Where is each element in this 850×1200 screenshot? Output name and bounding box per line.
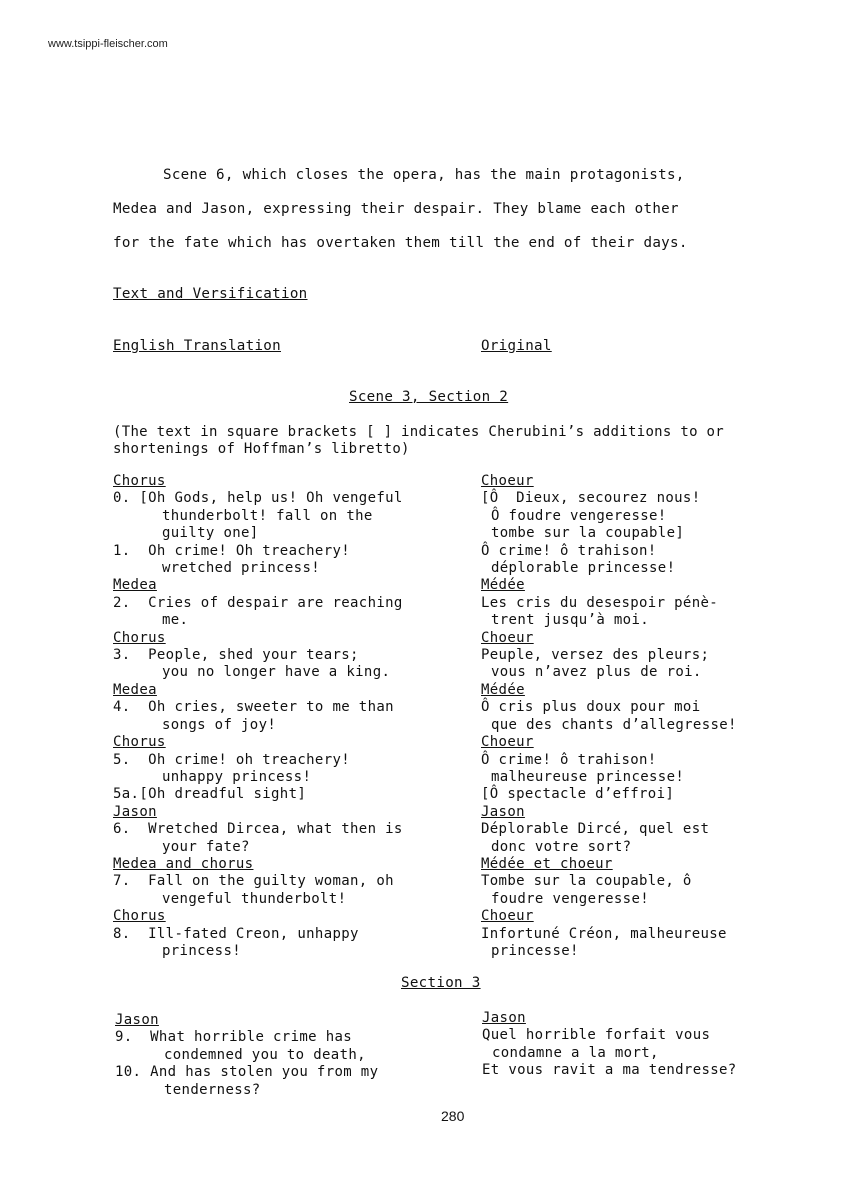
speaker-label: Jason (482, 1010, 526, 1026)
verse-line: unhappy princess! (162, 768, 312, 785)
speaker-label: Jason (113, 803, 157, 820)
speaker-label: Jason (115, 1012, 159, 1028)
heading-english-translation: English Translation (113, 338, 281, 354)
verse-line: 6. Wretched Dircea, what then is (113, 821, 403, 838)
verse-line: 8. Ill-fated Creon, unhappy (113, 925, 359, 942)
verse-line: 1. Oh crime! Oh treachery! (113, 542, 351, 559)
verse-line: condamne a la mort, (492, 1044, 659, 1061)
speaker-label: Medea (113, 681, 157, 698)
speaker-label: Jason (481, 803, 525, 820)
verse-line: tenderness? (164, 1081, 261, 1098)
section2-english-column (113, 473, 403, 960)
speaker-label: Choeur (481, 629, 534, 646)
verse-line: Quel horrible forfait vous (482, 1027, 711, 1044)
verse-line: songs of joy! (162, 716, 277, 733)
speaker-label: Chorus (113, 473, 166, 489)
speaker-label: Chorus (113, 908, 166, 925)
website-url: www.tsippi-fleischer.com (48, 38, 168, 50)
verse-line: 5. Oh crime! oh treachery! (113, 751, 351, 768)
speaker-label: Médée et choeur (481, 855, 613, 872)
page-number: 280 (441, 1108, 465, 1124)
section3-english-column (115, 1012, 378, 1099)
verse-line: donc votre sort? (491, 838, 632, 855)
speaker-label: Chorus (113, 629, 166, 646)
intro-paragraph (113, 158, 783, 260)
verse-line: princess! (162, 942, 242, 959)
verse-line: Infortuné Créon, malheureuse (481, 925, 727, 942)
verse-line: you no longer have a king. (162, 664, 391, 681)
heading-section3: Section 3 (401, 975, 481, 991)
heading-scene3-section2: Scene 3, Section 2 (349, 389, 509, 405)
intro-line: for the fate which has overtaken them till the end of their days. (113, 235, 688, 251)
verse-line: Peuple, versez des pleurs; (481, 647, 710, 664)
verse-line: 9. What horrible crime has (115, 1029, 353, 1046)
verse-line: foudre vengeresse! (491, 890, 650, 907)
speaker-label: Médée (481, 681, 525, 698)
verse-line: 0. [Oh Gods, help us! Oh vengeful (113, 490, 403, 507)
verse-line: me. (162, 612, 189, 629)
verse-line: 10. And has stolen you from my (115, 1064, 379, 1081)
verse-line: Ô cris plus doux pour moi (481, 699, 701, 716)
verse-line: 3. People, shed your tears; (113, 647, 359, 664)
intro-line: Scene 6, which closes the opera, has the main protagonists, (163, 167, 685, 183)
speaker-label: Choeur (481, 473, 534, 489)
verse-line: [Ô spectacle d’effroi] (481, 786, 675, 803)
verse-line: Ô crime! ô trahison! (481, 751, 657, 768)
verse-line: Les cris du desespoir pénè- (481, 594, 719, 611)
verse-line: Tombe sur la coupable, ô (481, 873, 692, 890)
verse-line: guilty one] (162, 525, 259, 542)
speaker-label: Chorus (113, 734, 166, 751)
verse-line: 2. Cries of despair are reaching (113, 594, 403, 611)
verse-line: [Ô Dieux, secourez nous! (481, 490, 701, 507)
verse-line: vengeful thunderbolt! (162, 890, 347, 907)
verse-line: déplorable princesse! (491, 560, 676, 577)
verse-line: Déplorable Dircé, quel est (481, 821, 710, 838)
verse-line: thunderbolt! fall on the (162, 507, 373, 524)
section3-original-column (482, 1010, 737, 1080)
verse-line: 7. Fall on the guilty woman, oh (113, 873, 394, 890)
verse-line: malheureuse princesse! (491, 768, 685, 785)
verse-line: Ô crime! ô trahison! (481, 542, 657, 559)
verse-line: your fate? (162, 838, 250, 855)
verse-line: princesse! (491, 942, 579, 959)
speaker-label: Choeur (481, 908, 534, 925)
speaker-label: Medea and chorus (113, 855, 254, 872)
heading-original: Original (481, 338, 552, 354)
verse-line: vous n’avez plus de roi. (491, 664, 702, 681)
verse-line: tombe sur la coupable] (491, 525, 685, 542)
verse-line: que des chants d’allegresse! (491, 716, 737, 733)
verse-line: Ô foudre vengeresse! (491, 507, 667, 524)
intro-line: Medea and Jason, expressing their despair. They blame each other (113, 201, 679, 217)
verse-line: wretched princess! (162, 560, 321, 577)
speaker-label: Choeur (481, 734, 534, 751)
verse-line: 5a.[Oh dreadful sight] (113, 786, 307, 803)
verse-line: condemned you to death, (164, 1046, 366, 1063)
editorial-note: (The text in square brackets [ ] indicates Cherubini’s additions to or shortenings of Hoffman’s libretto) (113, 424, 725, 457)
verse-line: Et vous ravit a ma tendresse? (482, 1062, 737, 1079)
heading-text-versification: Text and Versification (113, 286, 308, 302)
speaker-label: Medea (113, 577, 157, 594)
verse-line: 4. Oh cries, sweeter to me than (113, 699, 394, 716)
section2-original-column (481, 473, 737, 960)
speaker-label: Médée (481, 577, 525, 594)
verse-line: trent jusqu’à moi. (491, 612, 650, 629)
